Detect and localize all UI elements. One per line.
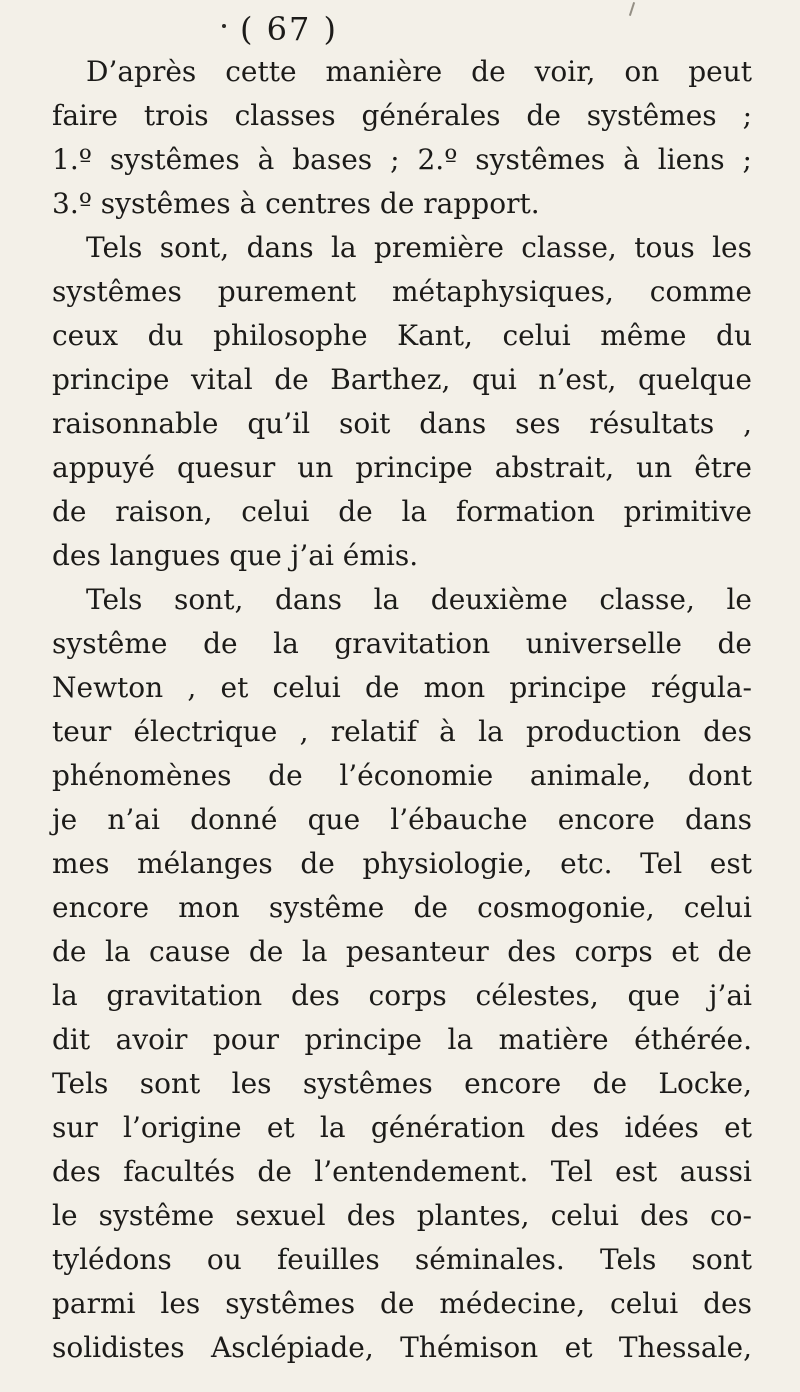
text-line: D’après cette manière de voir, on peut bbox=[86, 55, 752, 88]
text-line: Tels sont, dans la première classe, tous les bbox=[86, 231, 752, 264]
text-line: tylédons ou feuilles séminales. Tels sont bbox=[52, 1243, 752, 1276]
text-line: des facultés de l’entendement. Tel est aussi bbox=[52, 1155, 752, 1188]
text-line: raisonnable qu’il soit dans ses résultats , bbox=[52, 407, 752, 440]
text-line: je n’ai donné que l’ébauche encore dans bbox=[52, 803, 752, 836]
text-line: dit avoir pour principe la matière éthérée. bbox=[52, 1023, 752, 1056]
text-line: Tels sont les systêmes encore de Locke, bbox=[52, 1067, 752, 1100]
body-text bbox=[52, 50, 752, 1370]
text-line: faire trois classes générales de systêmes ; bbox=[52, 99, 752, 132]
text-line: phénomènes de l’économie animale, dont bbox=[52, 759, 752, 792]
text-line: 3.º systêmes à centres de rapport. bbox=[52, 187, 540, 220]
page-number: ( 67 ) bbox=[240, 10, 339, 48]
ink-dot bbox=[222, 24, 226, 28]
text-line: le systême sexuel des plantes, celui des co- bbox=[52, 1199, 752, 1232]
text-line: ceux du philosophe Kant, celui même du bbox=[52, 319, 752, 352]
text-line: solidistes Asclépiade, Thémison et Thessale, bbox=[52, 1331, 752, 1364]
text-line: teur électrique , relatif à la production des bbox=[52, 715, 752, 748]
text-line: parmi les systêmes de médecine, celui des bbox=[52, 1287, 752, 1320]
stray-ink-mark bbox=[629, 2, 635, 16]
text-line: la gravitation des corps célestes, que j’ai bbox=[52, 979, 752, 1012]
text-line: Newton , et celui de mon principe régula- bbox=[52, 671, 752, 704]
text-line: de raison, celui de la formation primitive bbox=[52, 495, 752, 528]
text-line: systême de la gravitation universelle de bbox=[52, 627, 752, 660]
text-line: Tels sont, dans la deuxième classe, le bbox=[86, 583, 752, 616]
text-line: principe vital de Barthez, qui n’est, quelque bbox=[52, 363, 752, 396]
page-header bbox=[0, 2, 800, 52]
text-line: encore mon systême de cosmogonie, celui bbox=[52, 891, 752, 924]
text-line: sur l’origine et la génération des idées et bbox=[52, 1111, 752, 1144]
text-line: appuyé quesur un principe abstrait, un être bbox=[52, 451, 752, 484]
text-line: systêmes purement métaphysiques, comme bbox=[52, 275, 752, 308]
text-line: des langues que j’ai émis. bbox=[52, 539, 419, 572]
text-line: 1.º systêmes à bases ; 2.º systêmes à liens ; bbox=[52, 143, 752, 176]
text-line: de la cause de la pesanteur des corps et de bbox=[52, 935, 752, 968]
text-line: mes mélanges de physiologie, etc. Tel est bbox=[52, 847, 752, 880]
